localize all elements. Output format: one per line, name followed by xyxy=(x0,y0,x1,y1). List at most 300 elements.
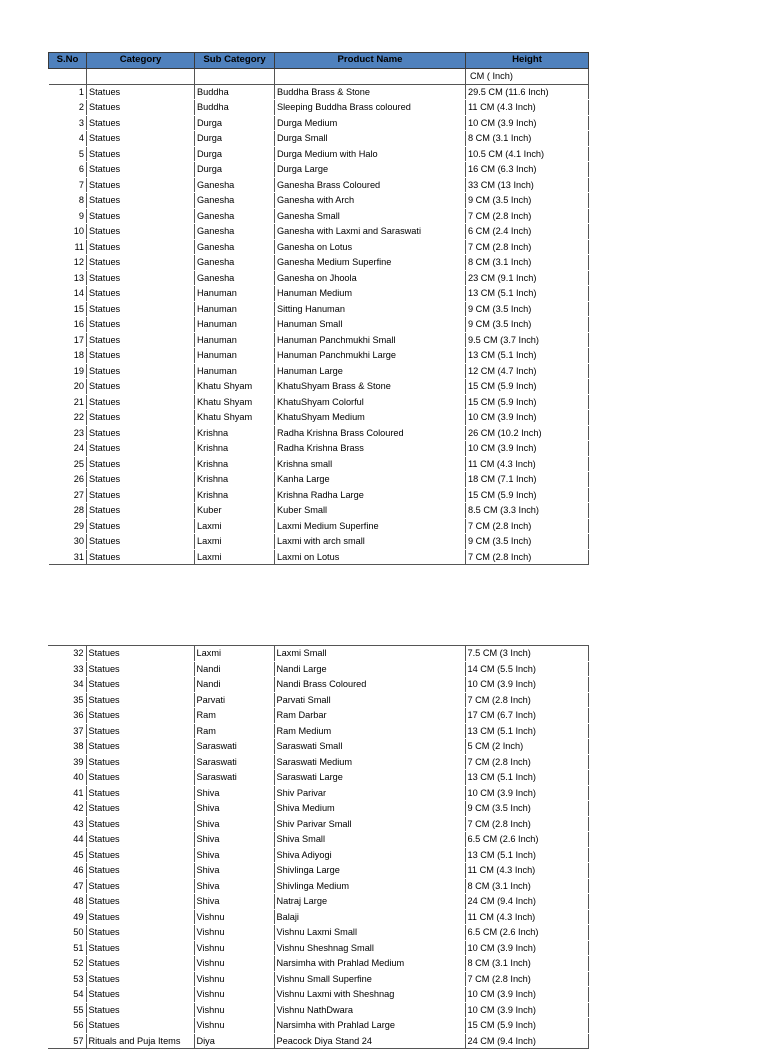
table-row xyxy=(48,956,588,972)
cell-height: 15 CM (5.9 Inch) xyxy=(466,487,589,503)
cell-height: 13 CM (5.1 Inch) xyxy=(465,770,588,786)
cell-height: 8 CM (3.1 Inch) xyxy=(466,131,589,147)
cell-height: 7 CM (2.8 Inch) xyxy=(466,518,589,534)
cell-height: 9 CM (3.5 Inch) xyxy=(466,301,589,317)
table-row xyxy=(48,739,588,755)
cell-category: Statues xyxy=(87,301,195,317)
table-row xyxy=(49,193,589,209)
table-row xyxy=(49,503,589,519)
table-row xyxy=(49,286,589,302)
cell-product-name: Hanuman Panchmukhi Large xyxy=(275,348,466,364)
cell-product-name: Narsimha with Prahlad Medium xyxy=(274,956,465,972)
cell-category: Statues xyxy=(87,534,195,550)
cell-sub-category: Krishna xyxy=(195,456,275,472)
cell-product-name: Nandi Large xyxy=(274,661,465,677)
cell-category: Statues xyxy=(87,348,195,364)
cell-category: Statues xyxy=(87,456,195,472)
cell-sno: 39 xyxy=(48,754,86,770)
cell-product-name: Vishnu NathDwara xyxy=(274,1002,465,1018)
cell-category: Statues xyxy=(87,363,195,379)
cell-sub-category: Shiva xyxy=(194,863,274,879)
table-row xyxy=(48,770,588,786)
cell-category: Statues xyxy=(86,770,194,786)
cell-sub-category: Shiva xyxy=(194,878,274,894)
cell-sno: 43 xyxy=(48,816,86,832)
table-row xyxy=(49,394,589,410)
table-row xyxy=(48,987,588,1003)
cell-sno: 26 xyxy=(49,472,87,488)
cell-product-name: Hanuman Small xyxy=(275,317,466,333)
cell-sno: 20 xyxy=(49,379,87,395)
table-row xyxy=(49,115,589,131)
cell-sno: 42 xyxy=(48,801,86,817)
cell-product-name: Durga Medium xyxy=(275,115,466,131)
cell-height: 33 CM (13 Inch) xyxy=(466,177,589,193)
table-row xyxy=(49,518,589,534)
table-row xyxy=(49,456,589,472)
cell-sub-category: Hanuman xyxy=(195,332,275,348)
cell-sub-category: Krishna xyxy=(195,441,275,457)
cell-category: Statues xyxy=(86,677,194,693)
table-row xyxy=(49,363,589,379)
cell-category: Statues xyxy=(86,739,194,755)
cell-sno: 57 xyxy=(48,1033,86,1049)
cell-height: 11 CM (4.3 Inch) xyxy=(466,100,589,116)
cell-sno: 5 xyxy=(49,146,87,162)
cell-category: Statues xyxy=(87,503,195,519)
cell-height: 26 CM (10.2 Inch) xyxy=(466,425,589,441)
table-row xyxy=(48,754,588,770)
cell-product-name: Hanuman Medium xyxy=(275,286,466,302)
cell-category: Statues xyxy=(87,193,195,209)
table-row xyxy=(49,472,589,488)
header-sub-category: Sub Category xyxy=(195,53,275,69)
cell-height: 10 CM (3.9 Inch) xyxy=(465,1002,588,1018)
cell-category: Statues xyxy=(86,708,194,724)
table-row xyxy=(48,925,588,941)
cell-category: Statues xyxy=(86,987,194,1003)
cell-product-name: Krishna Radha Large xyxy=(275,487,466,503)
cell-product-name: Ganesha with Arch xyxy=(275,193,466,209)
cell-category: Statues xyxy=(87,518,195,534)
table-row xyxy=(49,332,589,348)
cell-sno: 30 xyxy=(49,534,87,550)
cell-product-name: Laxmi Medium Superfine xyxy=(275,518,466,534)
cell-category: Statues xyxy=(87,84,195,100)
cell-sub-category: Ganesha xyxy=(195,193,275,209)
cell-sub-category: Vishnu xyxy=(194,940,274,956)
height-unit-label: CM ( Inch) xyxy=(466,69,589,85)
cell-height: 8 CM (3.1 Inch) xyxy=(466,255,589,271)
cell-height: 16 CM (6.3 Inch) xyxy=(466,162,589,178)
cell-sub-category: Saraswati xyxy=(194,739,274,755)
cell-product-name: Buddha Brass & Stone xyxy=(275,84,466,100)
cell-category: Statues xyxy=(87,255,195,271)
cell-height: 15 CM (5.9 Inch) xyxy=(466,394,589,410)
table-row xyxy=(49,270,589,286)
table-row xyxy=(48,677,588,693)
cell-category: Statues xyxy=(86,801,194,817)
cell-category: Statues xyxy=(87,410,195,426)
cell-sub-category: Krishna xyxy=(195,472,275,488)
table-row xyxy=(49,487,589,503)
cell-category: Statues xyxy=(87,332,195,348)
table-row xyxy=(48,801,588,817)
cell-category: Statues xyxy=(86,909,194,925)
cell-sno: 29 xyxy=(49,518,87,534)
table-row xyxy=(48,816,588,832)
cell-sno: 15 xyxy=(49,301,87,317)
cell-height: 10 CM (3.9 Inch) xyxy=(466,410,589,426)
cell-sno: 47 xyxy=(48,878,86,894)
cell-height: 7 CM (2.8 Inch) xyxy=(466,208,589,224)
cell-sub-category: Ganesha xyxy=(195,270,275,286)
table-row xyxy=(48,708,588,724)
cell-product-name: Natraj Large xyxy=(274,894,465,910)
cell-height: 11 CM (4.3 Inch) xyxy=(466,456,589,472)
table-row xyxy=(49,317,589,333)
cell-category: Statues xyxy=(86,754,194,770)
cell-height: 8.5 CM (3.3 Inch) xyxy=(466,503,589,519)
table-row xyxy=(48,1002,588,1018)
cell-product-name: Durga Large xyxy=(275,162,466,178)
cell-product-name: Balaji xyxy=(274,909,465,925)
cell-height: 9 CM (3.5 Inch) xyxy=(466,534,589,550)
cell-category: Statues xyxy=(86,646,194,662)
cell-category: Statues xyxy=(87,379,195,395)
cell-product-name: Ganesha with Laxmi and Saraswati xyxy=(275,224,466,240)
table-row xyxy=(49,348,589,364)
cell-height: 15 CM (5.9 Inch) xyxy=(466,379,589,395)
cell-height: 13 CM (5.1 Inch) xyxy=(465,723,588,739)
cell-height: 6.5 CM (2.6 Inch) xyxy=(465,925,588,941)
cell-category: Statues xyxy=(86,816,194,832)
cell-sno: 50 xyxy=(48,925,86,941)
cell-sub-category: Durga xyxy=(195,162,275,178)
cell-category: Statues xyxy=(86,692,194,708)
cell-sub-category: Shiva xyxy=(194,801,274,817)
table-row xyxy=(48,971,588,987)
cell-category: Statues xyxy=(87,131,195,147)
cell-category: Statues xyxy=(87,224,195,240)
table-row xyxy=(49,425,589,441)
table-row xyxy=(49,301,589,317)
cell-height: 24 CM (9.4 Inch) xyxy=(465,894,588,910)
cell-sub-category: Ram xyxy=(194,723,274,739)
table-row xyxy=(49,208,589,224)
cell-sub-category: Nandi xyxy=(194,677,274,693)
cell-sno: 11 xyxy=(49,239,87,255)
cell-sno: 32 xyxy=(48,646,86,662)
cell-sub-category: Ganesha xyxy=(195,239,275,255)
cell-height: 9.5 CM (3.7 Inch) xyxy=(466,332,589,348)
cell-sno: 17 xyxy=(49,332,87,348)
cell-product-name: Krishna small xyxy=(275,456,466,472)
cell-sno: 25 xyxy=(49,456,87,472)
cell-height: 6 CM (2.4 Inch) xyxy=(466,224,589,240)
cell-product-name: Ganesha Small xyxy=(275,208,466,224)
table-row xyxy=(49,224,589,240)
cell-height: 10 CM (3.9 Inch) xyxy=(466,441,589,457)
cell-category: Statues xyxy=(87,487,195,503)
cell-product-name: Shiva Medium xyxy=(274,801,465,817)
cell-category: Statues xyxy=(87,239,195,255)
cell-product-name: Shiv Parivar Small xyxy=(274,816,465,832)
table-row xyxy=(49,100,589,116)
cell-product-name: Radha Krishna Brass Coloured xyxy=(275,425,466,441)
cell-product-name: Laxmi with arch small xyxy=(275,534,466,550)
cell-product-name: Shiva Adiyogi xyxy=(274,847,465,863)
table-row xyxy=(48,646,588,662)
cell-sub-category: Shiva xyxy=(194,894,274,910)
cell-sub-category: Krishna xyxy=(195,425,275,441)
table-row xyxy=(48,940,588,956)
cell-sub-category: Durga xyxy=(195,115,275,131)
cell-sno: 22 xyxy=(49,410,87,426)
cell-height: 18 CM (7.1 Inch) xyxy=(466,472,589,488)
cell-height: 15 CM (5.9 Inch) xyxy=(465,1018,588,1034)
cell-height: 10 CM (3.9 Inch) xyxy=(465,785,588,801)
cell-product-name: Vishnu Small Superfine xyxy=(274,971,465,987)
cell-product-name: Narsimha with Prahlad Large xyxy=(274,1018,465,1034)
cell-sub-category: Shiva xyxy=(194,832,274,848)
cell-height: 5 CM (2 Inch) xyxy=(465,739,588,755)
cell-product-name: Durga Medium with Halo xyxy=(275,146,466,162)
cell-product-name: Sitting Hanuman xyxy=(275,301,466,317)
cell-product-name: Shiv Parivar xyxy=(274,785,465,801)
cell-sub-category: Vishnu xyxy=(194,971,274,987)
cell-product-name: Parvati Small xyxy=(274,692,465,708)
cell-sno: 12 xyxy=(49,255,87,271)
cell-height: 7.5 CM (3 Inch) xyxy=(465,646,588,662)
cell-sub-category: Hanuman xyxy=(195,348,275,364)
cell-category: Statues xyxy=(87,146,195,162)
table-row xyxy=(49,441,589,457)
table-row xyxy=(49,379,589,395)
cell-category: Statues xyxy=(86,878,194,894)
cell-category: Statues xyxy=(86,956,194,972)
product-table-page-1 xyxy=(48,52,589,565)
cell-height: 7 CM (2.8 Inch) xyxy=(465,816,588,832)
cell-sno: 6 xyxy=(49,162,87,178)
cell-sub-category: Durga xyxy=(195,146,275,162)
cell-product-name: Shivlinga Large xyxy=(274,863,465,879)
cell-sno: 24 xyxy=(49,441,87,457)
cell-product-name: KhatuShyam Brass & Stone xyxy=(275,379,466,395)
cell-sno: 18 xyxy=(49,348,87,364)
cell-product-name: Laxmi on Lotus xyxy=(275,549,466,565)
cell-category: Statues xyxy=(87,208,195,224)
cell-sub-category: Ganesha xyxy=(195,177,275,193)
cell-category: Statues xyxy=(86,832,194,848)
cell-sub-category: Hanuman xyxy=(195,317,275,333)
cell-height: 14 CM (5.5 Inch) xyxy=(465,661,588,677)
cell-height: 11 CM (4.3 Inch) xyxy=(465,909,588,925)
cell-height: 29.5 CM (11.6 Inch) xyxy=(466,84,589,100)
cell-sno: 16 xyxy=(49,317,87,333)
header-row xyxy=(49,53,589,69)
cell-sno: 54 xyxy=(48,987,86,1003)
cell-height: 7 CM (2.8 Inch) xyxy=(465,692,588,708)
cell-sub-category: Krishna xyxy=(195,487,275,503)
header-height: Height xyxy=(466,53,589,69)
cell-sub-category: Saraswati xyxy=(194,754,274,770)
cell-sno: 13 xyxy=(49,270,87,286)
cell-sno: 28 xyxy=(49,503,87,519)
cell-product-name: Hanuman Large xyxy=(275,363,466,379)
cell-category: Statues xyxy=(87,270,195,286)
cell-category: Statues xyxy=(86,661,194,677)
cell-height: 10 CM (3.9 Inch) xyxy=(466,115,589,131)
cell-height: 10 CM (3.9 Inch) xyxy=(465,940,588,956)
cell-height: 9 CM (3.5 Inch) xyxy=(466,193,589,209)
table-row xyxy=(48,692,588,708)
cell-sub-category: Laxmi xyxy=(195,518,275,534)
cell-product-name: KhatuShyam Medium xyxy=(275,410,466,426)
table-row xyxy=(48,723,588,739)
cell-sno: 34 xyxy=(48,677,86,693)
cell-height: 11 CM (4.3 Inch) xyxy=(465,863,588,879)
cell-category: Rituals and Puja Items xyxy=(86,1033,194,1049)
cell-product-name: Hanuman Panchmukhi Small xyxy=(275,332,466,348)
cell-sno: 45 xyxy=(48,847,86,863)
cell-sno: 37 xyxy=(48,723,86,739)
cell-sno: 38 xyxy=(48,739,86,755)
cell-sub-category: Nandi xyxy=(194,661,274,677)
cell-sno: 56 xyxy=(48,1018,86,1034)
cell-product-name: Peacock Diya Stand 24 xyxy=(274,1033,465,1049)
cell-sno: 41 xyxy=(48,785,86,801)
cell-category: Statues xyxy=(87,549,195,565)
cell-sno: 31 xyxy=(49,549,87,565)
cell-sub-category: Kuber xyxy=(195,503,275,519)
cell-product-name: Vishnu Sheshnag Small xyxy=(274,940,465,956)
cell-height: 13 CM (5.1 Inch) xyxy=(465,847,588,863)
cell-sno: 8 xyxy=(49,193,87,209)
header-product-name: Product Name xyxy=(275,53,466,69)
cell-category: Statues xyxy=(86,1018,194,1034)
cell-category: Statues xyxy=(86,863,194,879)
cell-height: 7 CM (2.8 Inch) xyxy=(465,754,588,770)
cell-sno: 3 xyxy=(49,115,87,131)
cell-sub-category: Laxmi xyxy=(195,549,275,565)
cell-category: Statues xyxy=(87,394,195,410)
cell-category: Statues xyxy=(87,286,195,302)
cell-product-name: Ganesha on Jhoola xyxy=(275,270,466,286)
cell-sub-category: Hanuman xyxy=(195,363,275,379)
cell-height: 8 CM (3.1 Inch) xyxy=(465,956,588,972)
cell-sub-category: Hanuman xyxy=(195,286,275,302)
cell-sno: 48 xyxy=(48,894,86,910)
table-row xyxy=(48,785,588,801)
cell-product-name: Sleeping Buddha Brass coloured xyxy=(275,100,466,116)
cell-height: 6.5 CM (2.6 Inch) xyxy=(465,832,588,848)
table-row xyxy=(49,131,589,147)
cell-height: 10 CM (3.9 Inch) xyxy=(465,987,588,1003)
cell-category: Statues xyxy=(86,940,194,956)
cell-sno: 55 xyxy=(48,1002,86,1018)
cell-sub-category: Shiva xyxy=(194,785,274,801)
cell-category: Statues xyxy=(86,785,194,801)
cell-sub-category: Khatu Shyam xyxy=(195,410,275,426)
cell-product-name: Kanha Large xyxy=(275,472,466,488)
cell-category: Statues xyxy=(87,115,195,131)
cell-sub-category: Khatu Shyam xyxy=(195,379,275,395)
cell-sub-category: Shiva xyxy=(194,816,274,832)
table-row xyxy=(48,863,588,879)
cell-sub-category: Vishnu xyxy=(194,909,274,925)
table-row xyxy=(49,239,589,255)
cell-sno: 10 xyxy=(49,224,87,240)
cell-category: Statues xyxy=(87,317,195,333)
cell-category: Statues xyxy=(86,894,194,910)
cell-sub-category: Vishnu xyxy=(194,1018,274,1034)
unit-row xyxy=(49,69,589,85)
cell-sub-category: Ganesha xyxy=(195,208,275,224)
cell-sub-category: Durga xyxy=(195,131,275,147)
cell-sno: 21 xyxy=(49,394,87,410)
cell-product-name: Radha Krishna Brass xyxy=(275,441,466,457)
cell-sno: 33 xyxy=(48,661,86,677)
cell-category: Statues xyxy=(86,847,194,863)
cell-product-name: Shivlinga Medium xyxy=(274,878,465,894)
cell-category: Statues xyxy=(87,472,195,488)
cell-sub-category: Ganesha xyxy=(195,255,275,271)
cell-sub-category: Diya xyxy=(194,1033,274,1049)
cell-sno: 46 xyxy=(48,863,86,879)
cell-sub-category: Khatu Shyam xyxy=(195,394,275,410)
cell-category: Statues xyxy=(86,1002,194,1018)
cell-sno: 1 xyxy=(49,84,87,100)
cell-height: 24 CM (9.4 Inch) xyxy=(465,1033,588,1049)
cell-sub-category: Shiva xyxy=(194,847,274,863)
cell-category: Statues xyxy=(87,177,195,193)
cell-product-name: Ram Medium xyxy=(274,723,465,739)
cell-product-name: Laxmi Small xyxy=(274,646,465,662)
table-row xyxy=(48,847,588,863)
table-row xyxy=(48,894,588,910)
cell-sno: 7 xyxy=(49,177,87,193)
cell-height: 13 CM (5.1 Inch) xyxy=(466,348,589,364)
cell-sub-category: Hanuman xyxy=(195,301,275,317)
cell-sno: 49 xyxy=(48,909,86,925)
cell-product-name: Ganesha Medium Superfine xyxy=(275,255,466,271)
cell-sno: 51 xyxy=(48,940,86,956)
cell-sno: 52 xyxy=(48,956,86,972)
header-category: Category xyxy=(87,53,195,69)
table-row xyxy=(48,832,588,848)
cell-product-name: Vishnu Laxmi with Sheshnag xyxy=(274,987,465,1003)
cell-height: 17 CM (6.7 Inch) xyxy=(465,708,588,724)
cell-sub-category: Vishnu xyxy=(194,925,274,941)
header-sno: S.No xyxy=(49,53,87,69)
table-row xyxy=(48,661,588,677)
cell-height: 7 CM (2.8 Inch) xyxy=(466,239,589,255)
cell-sub-category: Vishnu xyxy=(194,1002,274,1018)
cell-sno: 9 xyxy=(49,208,87,224)
cell-sno: 35 xyxy=(48,692,86,708)
cell-sno: 2 xyxy=(49,100,87,116)
cell-sub-category: Ganesha xyxy=(195,224,275,240)
cell-product-name: Saraswati Small xyxy=(274,739,465,755)
cell-sub-category: Laxmi xyxy=(195,534,275,550)
cell-sno: 27 xyxy=(49,487,87,503)
table-row xyxy=(49,177,589,193)
table-row xyxy=(49,84,589,100)
cell-product-name: Nandi Brass Coloured xyxy=(274,677,465,693)
cell-product-name: Ganesha on Lotus xyxy=(275,239,466,255)
cell-sno: 4 xyxy=(49,131,87,147)
